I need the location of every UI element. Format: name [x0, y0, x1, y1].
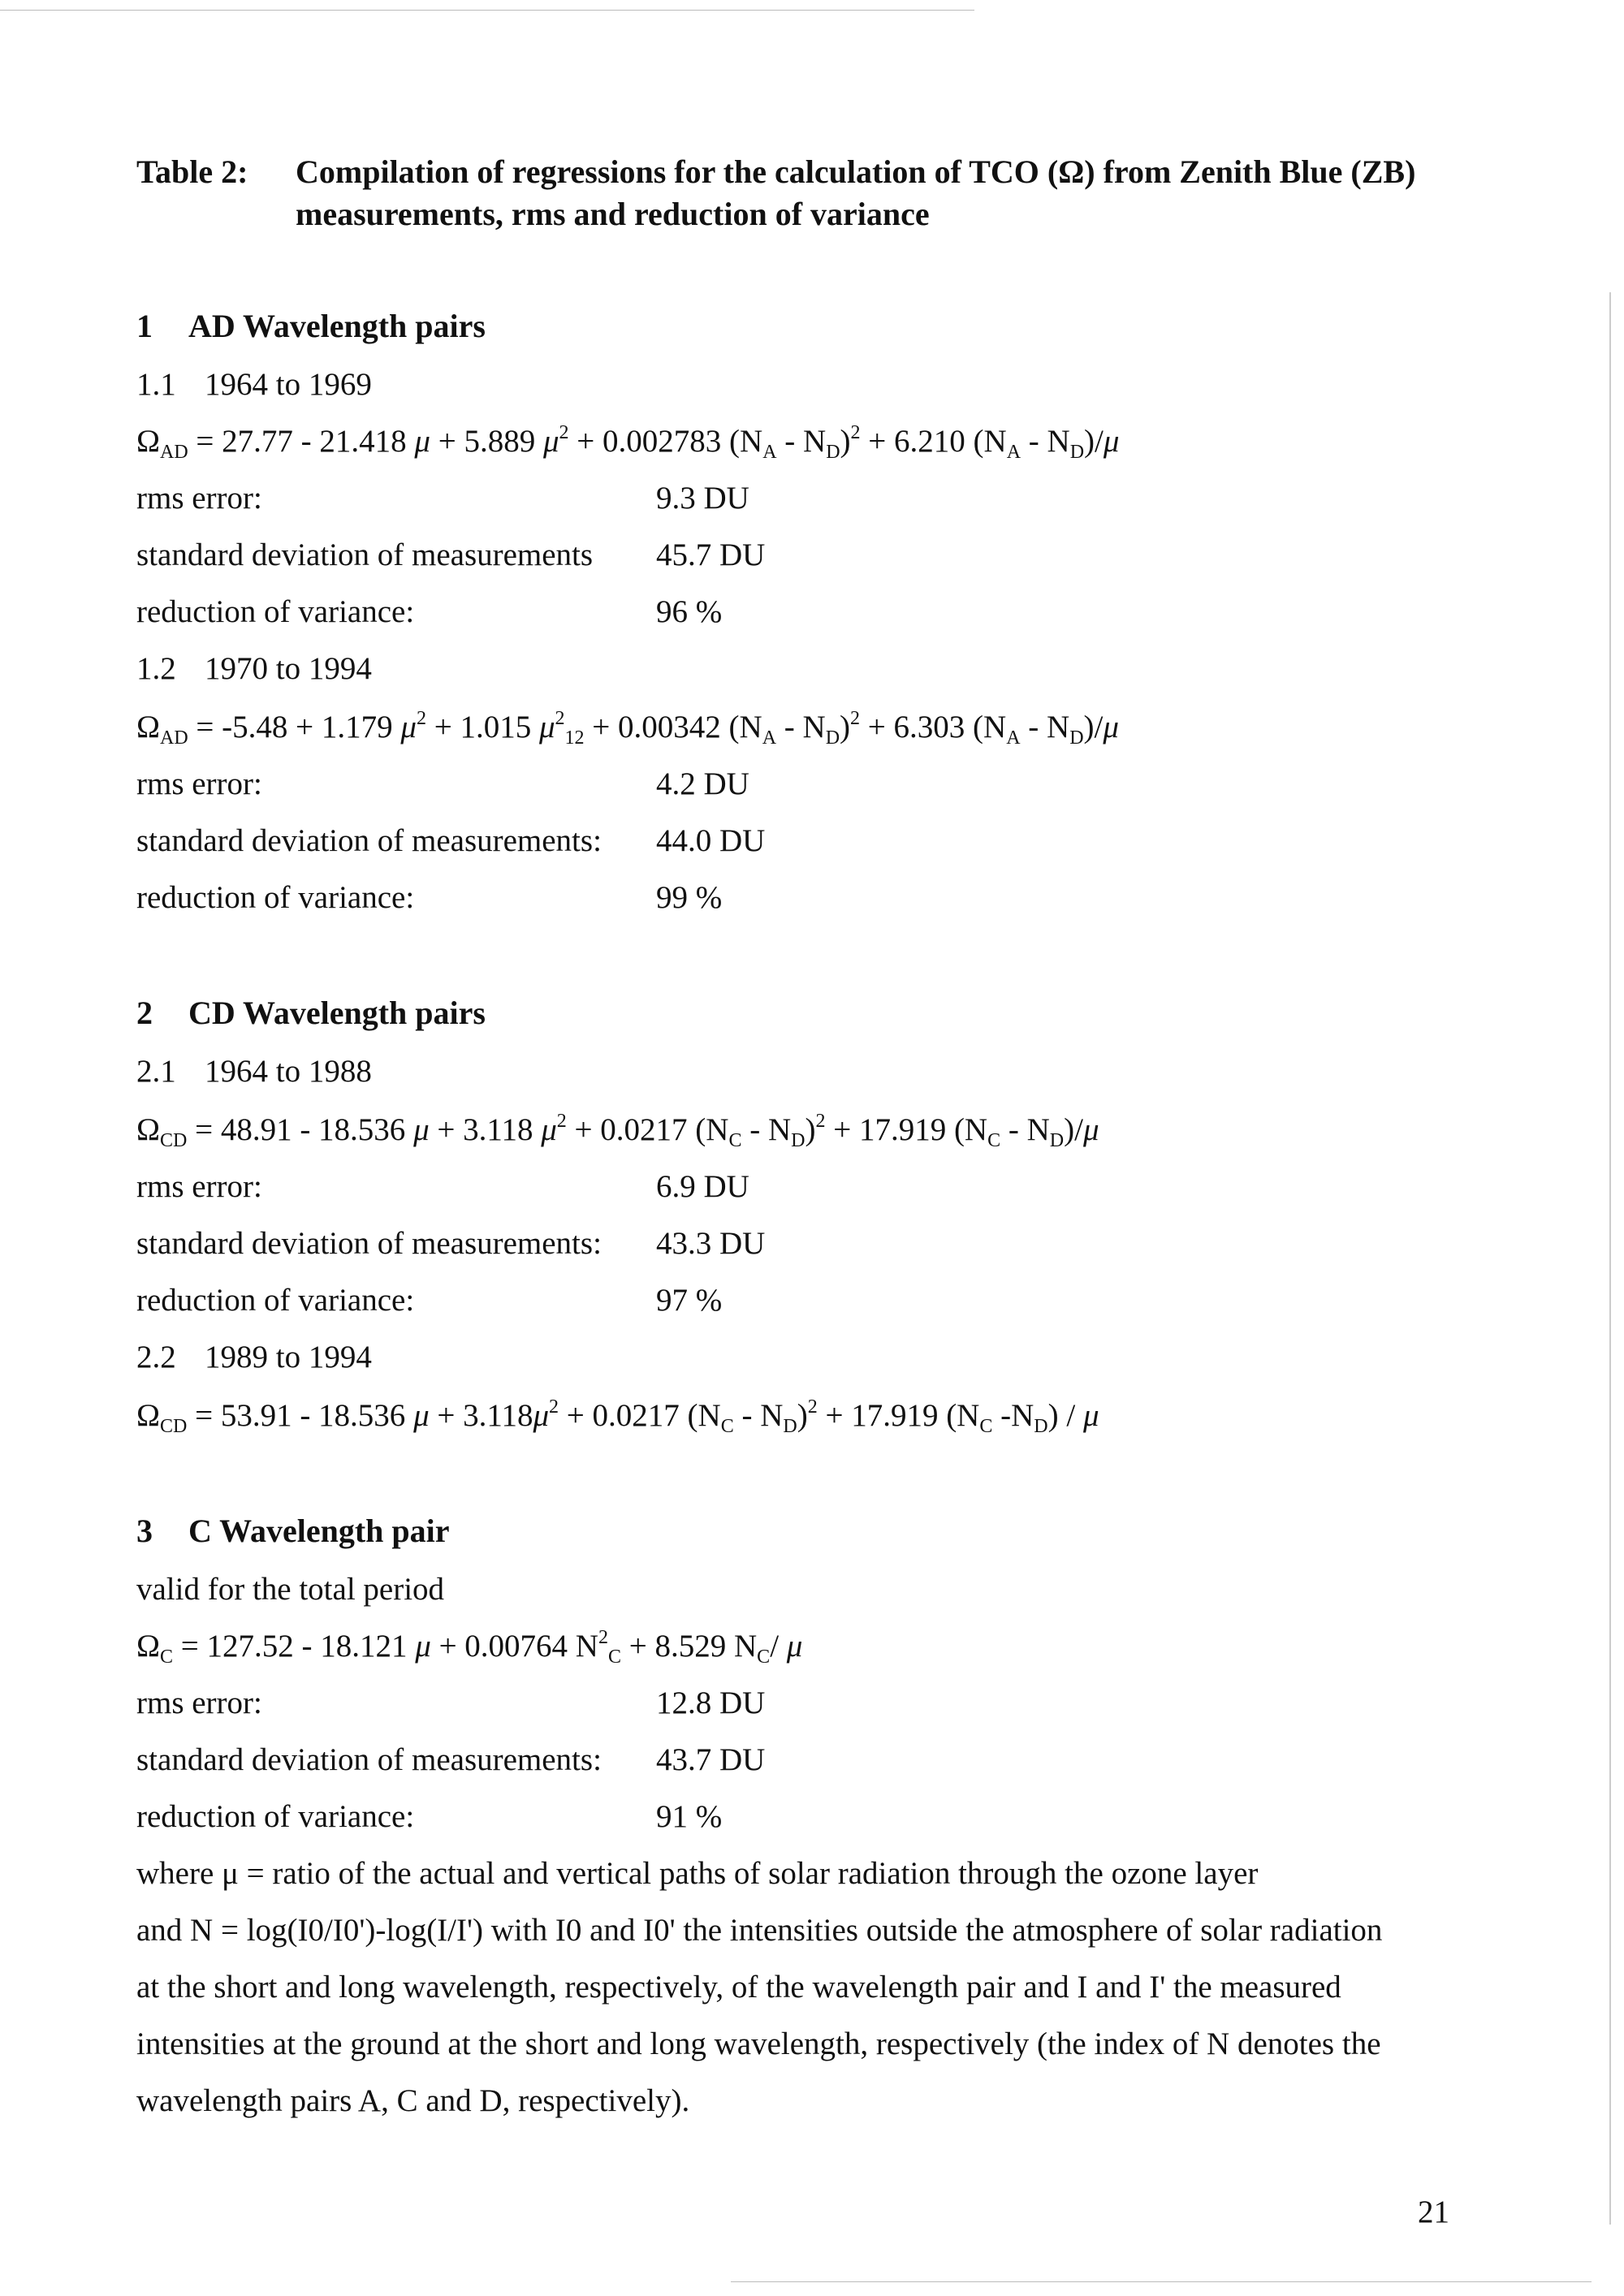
- subsection-period: 1989 to 1994: [205, 1340, 372, 1375]
- note-line-5: wavelength pairs A, C and D, respectively).: [136, 2083, 690, 2118]
- subsection-2-1: [136, 1054, 372, 1090]
- rv-label: reduction of variance:: [136, 1799, 415, 1834]
- subsection-period: 1964 to 1988: [205, 1054, 372, 1089]
- bottom-scan-edge: [731, 2281, 1592, 2282]
- sd-value: 44.0 DU: [656, 823, 766, 858]
- right-scan-edge: [1609, 292, 1611, 2225]
- rms-label: rms error:: [136, 1169, 262, 1204]
- rv-value: 91 %: [656, 1799, 723, 1834]
- subsection-1-1: [136, 367, 372, 403]
- rms-label: rms error:: [136, 766, 262, 801]
- subsection-period: 1970 to 1994: [205, 651, 372, 686]
- equation-2-2: $\Omega_{CD} = 53.91 - 18.536$ $\mu + 3.118\mu^2 + 0.0217$ $(N_C - N_D)^2 + 17.919$ ($N_C$ $-N_D$) / μ: [136, 1396, 1099, 1437]
- rv-row-3: [136, 1799, 948, 1835]
- rms-value: 12.8 DU: [656, 1685, 766, 1720]
- rv-label: reduction of variance:: [136, 880, 415, 915]
- top-scan-edge: [0, 10, 974, 11]
- section-2-heading: [136, 995, 486, 1031]
- sd-value: 45.7 DU: [656, 537, 766, 572]
- subsection-number: 2.1: [136, 1054, 176, 1089]
- sd-label: standard deviation of measurements:: [136, 1226, 602, 1261]
- section-1-heading: [136, 309, 486, 344]
- sd-row-2-1: [136, 1226, 948, 1262]
- rms-label: rms error:: [136, 481, 262, 516]
- equation-3: $\Omega_C = 127.52 - 18.121$ μ + 0.00764 $N^2_C + 8.529$ $N_C/$ μ: [136, 1627, 803, 1668]
- rms-value: 9.3 DU: [656, 481, 749, 516]
- sd-row-1-2: [136, 823, 948, 859]
- subsection-2-2: [136, 1340, 372, 1375]
- sd-row-1-1: [136, 537, 948, 573]
- subsection-1-2: [136, 651, 372, 687]
- section-title: C Wavelength pair: [188, 1513, 450, 1549]
- section-3-heading: [136, 1513, 450, 1549]
- subsection-number: 2.2: [136, 1340, 176, 1375]
- validity-note: valid for the total period: [136, 1572, 445, 1607]
- rv-value: 96 %: [656, 594, 723, 629]
- note-line-1: where μ = ratio of the actual and vertical paths of solar radiation through the ozone layer: [136, 1856, 1259, 1891]
- section-number: 1: [136, 308, 153, 344]
- section-title: CD Wavelength pairs: [188, 995, 486, 1031]
- rv-label: reduction of variance:: [136, 1283, 415, 1318]
- rms-label: rms error:: [136, 1685, 262, 1720]
- rv-value: 97 %: [656, 1283, 723, 1318]
- sd-value: 43.7 DU: [656, 1742, 766, 1777]
- section-number: 2: [136, 995, 153, 1031]
- note-line-4: intensities at the ground at the short and long wavelength, respectively (the index of N denotes the: [136, 2026, 1381, 2061]
- equation-1-1: $\Omega_{AD} = 27.77 - 21.418$ μ + 5.889 $\mu^2 + 0.002783$ $(N_A - N_D)^2 + 6.210$ $(N_A - N_D)/\mu$: [136, 422, 1120, 463]
- rms-row-2-1: [136, 1169, 948, 1205]
- subsection-number: 1.1: [136, 367, 176, 402]
- sd-value: 43.3 DU: [656, 1226, 766, 1261]
- equation-2-1: $\Omega_{CD} = 48.91 - 18.536$ μ + 3.118 $\mu^2 + 0.0217$ $(N_C - N_D)^2 + 17.919$ $(N_C - N_D)/\mu$: [136, 1111, 1099, 1151]
- sd-label: standard deviation of measurements:: [136, 823, 602, 858]
- rv-row-1-2: [136, 880, 948, 916]
- subsection-number: 1.2: [136, 651, 176, 686]
- rms-value: 6.9 DU: [656, 1169, 749, 1204]
- sd-row-3: [136, 1742, 948, 1778]
- rms-row-1-1: [136, 481, 948, 516]
- table-caption-text: Compilation of regressions for the calculation of TCO (Ω) from Zenith Blue (ZB) measurements, rms and reduction of variance: [296, 153, 1416, 232]
- rms-value: 4.2 DU: [656, 766, 749, 801]
- equation-1-2: $\Omega_{AD} = -5.48 + 1.179$ $\mu^2 + 1.015$ $\mu^2_{12} + 0.00342$ $(N_A - N_D)^2 + 6.303$ $(N_A - N_D)/\mu$: [136, 708, 1119, 749]
- section-number: 3: [136, 1513, 153, 1549]
- sd-label: standard deviation of measurements:: [136, 1742, 602, 1777]
- page-number: 21: [1418, 2195, 1449, 2229]
- sd-label: standard deviation of measurements: [136, 537, 594, 572]
- section-title: AD Wavelength pairs: [188, 308, 486, 344]
- note-line-2: and N = log(I0/I0')-log(I/I') with I0 and I0' the intensities outside the atmosphere of solar radiation: [136, 1913, 1383, 1948]
- rms-row-1-2: [136, 766, 948, 802]
- rv-label: reduction of variance:: [136, 594, 415, 629]
- subsection-period: 1964 to 1969: [205, 367, 372, 402]
- rms-row-3: [136, 1685, 948, 1721]
- rv-value: 99 %: [656, 880, 723, 915]
- rv-row-2-1: [136, 1283, 948, 1318]
- table-label: Table 2:: [136, 153, 248, 190]
- rv-row-1-1: [136, 594, 948, 630]
- note-line-3: at the short and long wavelength, respectively, of the wavelength pair and I and I' the measured: [136, 1970, 1341, 2005]
